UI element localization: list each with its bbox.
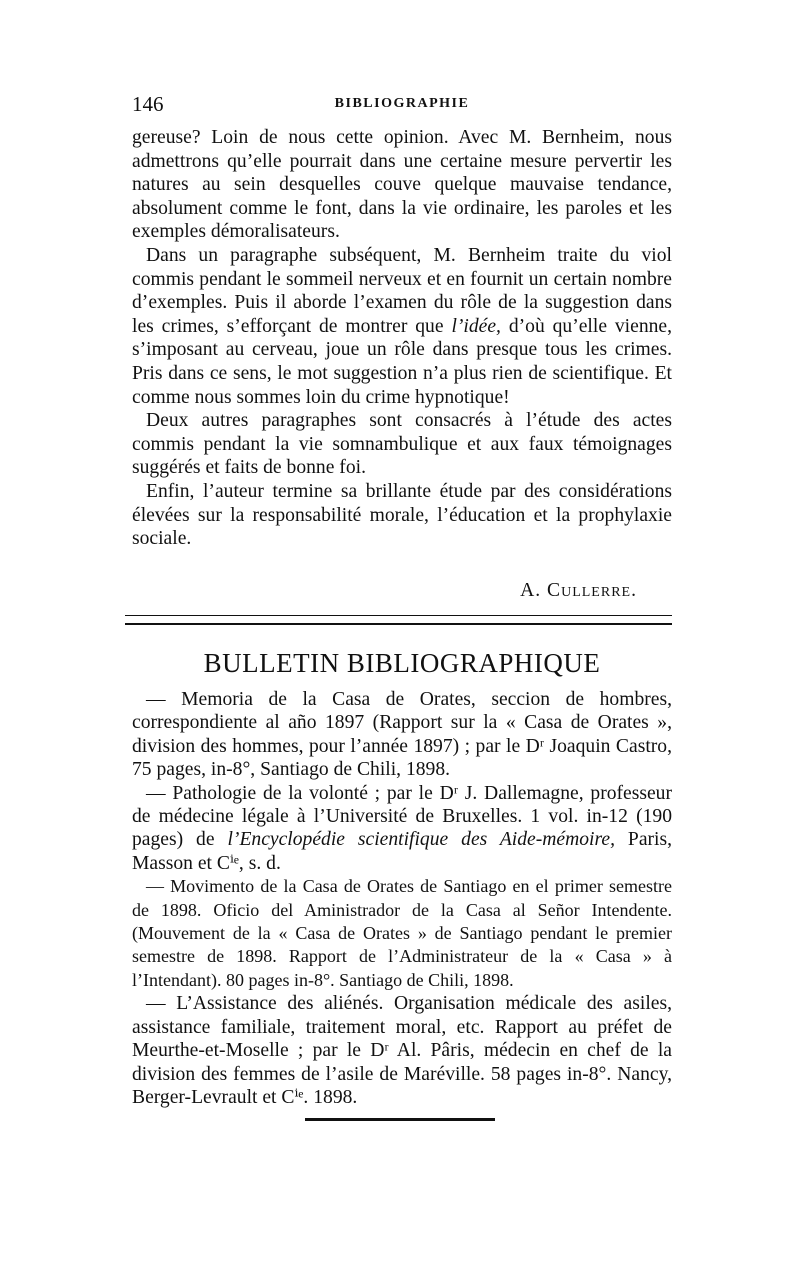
signature-text: A. Cullerre. xyxy=(520,580,637,601)
review-paragraph-1: gereuse? Loin de nous cette opinion. Avec M. Bernheim, nous admettrons qu’elle pourrait dans une certaine mesure pervertir les natures au sein desquelles couve quelque mauvaise tendance, absolument comme le font, dans la vie ordinaire, les paroles et les exemples démoralisateurs. xyxy=(132,127,672,243)
bottom-rule xyxy=(305,1118,495,1121)
bulletin-entry-2 xyxy=(132,782,672,876)
bulletin-entry-3: — Movimento de la Casa de Orates de Santiago en el primer semestre de 1898. Oficio del Aministrador de la Casa al Señor Intendente. (Mouvement de la « Casa de Orates » de Santiago pendant le premier semestre de 1898. Rapport de l’Administrateur de la « Casa » à l’Intendant). 80 pages in-8°. Santiago de Chili, 1898. xyxy=(132,876,672,990)
review-paragraph-2 xyxy=(132,244,672,409)
emphasis-idee: l’idée, xyxy=(451,315,501,337)
review-paragraph-2-start: Dans un paragraphe subséquent, M. Bernheim traite du viol commis pendant le sommeil nerveux et en fournit un certain nombre d’exemples. Puis il aborde l’examen du rôle de la suggestion dans les crimes, s’efforçant de montrer que xyxy=(132,244,672,337)
page-number: 146 xyxy=(132,92,164,116)
bulletin-entry-1: — Memoria de la Casa de Orates, seccion de hombres, correspondiente al año 1897 (Rapport sur la « Casa de Orates », division des hommes, pour l’année 1897) ; par le Dʳ Joaquin Castro, 75 pages, in-8°, Santiago de Chili, 1898. xyxy=(132,689,672,781)
bulletin-entry-2-start: — Pathologie de la volonté ; par le Dʳ J. Dallemagne, professeur de médecine légale à l’Université de Bruxelles. 1 vol. in-12 (190 pages) de xyxy=(132,782,672,851)
section-divider xyxy=(125,615,672,625)
review-signature xyxy=(132,580,637,602)
bulletin-list xyxy=(132,688,672,1109)
bulletin-entry-2-end: Paris, Masson et Cⁱᵉ, s. d. xyxy=(132,829,673,874)
review-paragraph-3: Deux autres paragraphes sont consacrés à l’étude des actes commis pendant la vie somnambulique et aux faux témoignages suggérés et faits de bonne foi. xyxy=(132,410,672,479)
running-head: BIBLIOGRAPHIE xyxy=(334,96,470,111)
review-paragraph-2-end: d’où qu’elle vienne, s’imposant au cerveau, joue un rôle dans presque tous les crimes. Pris dans ce sens, le mot suggestion n’a plus rien de scientifique. Et comme nous sommes loin du crime hypnotique! xyxy=(132,315,673,408)
page-header xyxy=(132,92,672,122)
bulletin-entry-4: — L’Assistance des aliénés. Organisation médicale des asiles, assistance familiale, traitement moral, etc. Rapport au préfet de Meurthe-et-Moselle ; par le Dʳ Al. Pâris, médecin en chef de la division des femmes de l’asile de Maréville. 58 pages in-8°. Nancy, Berger-Levrault et Cⁱᵉ. 1898. xyxy=(132,993,672,1108)
review-paragraph-4: Enfin, l’auteur termine sa brillante étude par des considérations élevées sur la responsabilité morale, l’éducation et la prophylaxie sociale. xyxy=(132,480,672,550)
section-title: BULLETIN BIBLIOGRAPHIQUE xyxy=(203,648,601,678)
bulletin-entry-2-italic: l’Encyclopédie scientifique des Aide-mémoire, xyxy=(227,829,615,851)
review-text xyxy=(132,126,672,551)
